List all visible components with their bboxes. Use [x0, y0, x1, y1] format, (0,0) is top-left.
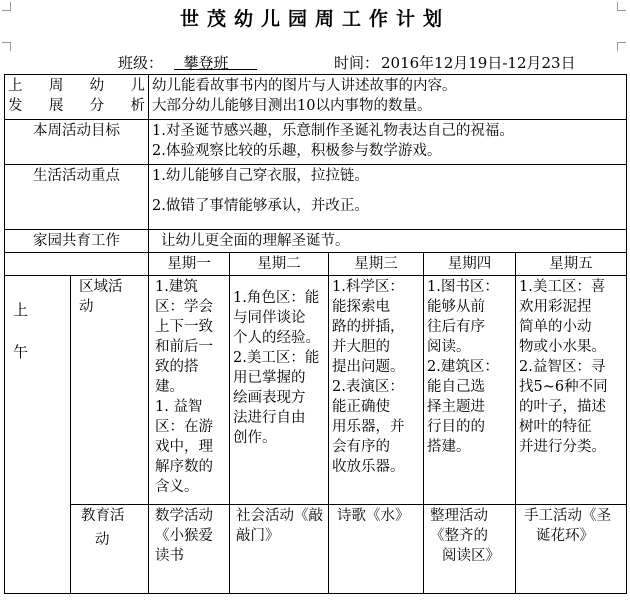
period-label: 上 午 — [5, 276, 71, 594]
area-cell-thu: 1.图书区： 能够从前 往后有序 阅读。 2.建筑区： 能自己选 择主题进 行目的的 搭建。 — [424, 276, 516, 505]
education-cell-wed: 诗歌《水》 — [329, 505, 424, 594]
day-header-wed: 星期三 — [329, 253, 424, 276]
time-label: 时间： — [334, 54, 380, 72]
last-week-line-2: 大部分幼儿能够目测出10以内事物的数量。 — [152, 98, 432, 114]
area-cell-tue: 1.角色区：能 与同伴谈论 个人的经验。 2.美工区：能 用已掌握的 绘画表现方 法进行自由 创作。 — [230, 276, 329, 505]
last-week-label: 上周幼儿 发展分析 — [5, 75, 149, 120]
day-header-blank — [5, 253, 149, 276]
time-value: 2016年12月19日-12月23日 — [381, 54, 576, 72]
family-content: 让幼儿更全面的理解圣诞节。 — [149, 230, 627, 253]
day-header-fri: 星期五 — [516, 253, 627, 276]
row-family — [5, 230, 627, 253]
day-header-tue: 星期二 — [230, 253, 329, 276]
last-week-line-1: 幼儿能看故事书内的图片与人讲述故事的内容。 — [152, 78, 457, 94]
education-cell-mon: 数学活动 《小猴爱 读书 — [149, 505, 230, 594]
class-info-line — [0, 52, 630, 74]
life-label: 生活活动重点 — [5, 165, 149, 230]
row-day-headers — [5, 253, 627, 276]
class-label: 班级： — [118, 54, 164, 72]
row-area-activities — [5, 276, 627, 505]
life-line-2: 2.做错了事情能够承认，并改正。 — [152, 198, 369, 214]
day-header-mon: 星期一 — [149, 253, 230, 276]
weekly-plan-table — [4, 74, 627, 594]
document-title: 世茂幼儿园周工作计划 — [179, 8, 450, 30]
row-goals — [5, 120, 627, 165]
day-header-thu: 星期四 — [424, 253, 516, 276]
education-activity-label: 教育活 动 — [71, 505, 149, 594]
area-activity-label: 区域活 动 — [71, 276, 149, 505]
area-cell-fri: 1.美工区：喜 欢用彩泥捏 简单的小动 物或小水果。 2.益智区：寻 找5~6种不同 的叶子，描述 树叶的特征 并进行分类。 — [516, 276, 627, 505]
life-line-1: 1.幼儿能够自己穿衣服，拉拉链。 — [152, 168, 369, 184]
goal-line-1: 1.对圣诞节感兴趣，乐意制作圣诞礼物表达自己的祝福。 — [152, 123, 514, 139]
education-cell-thu: 整理活动 《整齐的 阅读区》 — [424, 505, 516, 594]
education-cell-fri: 手工活动《圣 诞花环》 — [516, 505, 627, 594]
goal-line-2: 2.体验观察比较的乐趣，积极参与数学游戏。 — [152, 143, 442, 159]
row-education-activities — [5, 505, 627, 594]
crop-mark-mid-left — [2, 42, 11, 51]
area-cell-wed: 1.科学区： 能探索电 路的拼插， 并大胆的 提出问题。 2.表演区： 能正确使 用乐器，并 会有序的 收放乐器。 — [329, 276, 424, 505]
row-life — [5, 165, 627, 230]
crop-mark-mid-right — [617, 42, 626, 51]
last-week-content — [149, 75, 627, 120]
family-label: 家园共育工作 — [5, 230, 149, 253]
goals-content — [149, 120, 627, 165]
life-content — [149, 165, 627, 230]
education-cell-tue: 社会活动《敲 敲门》 — [230, 505, 329, 594]
area-cell-mon: 1.建筑 区：学会 上下一致 和前后一 致的搭 建。 1. 益智 区：在游 戏中，理 解序数的 含义。 — [149, 276, 230, 505]
row-last-week — [5, 75, 627, 120]
class-value: 攀登班 — [174, 54, 258, 72]
goals-label: 本周活动目标 — [5, 120, 149, 165]
